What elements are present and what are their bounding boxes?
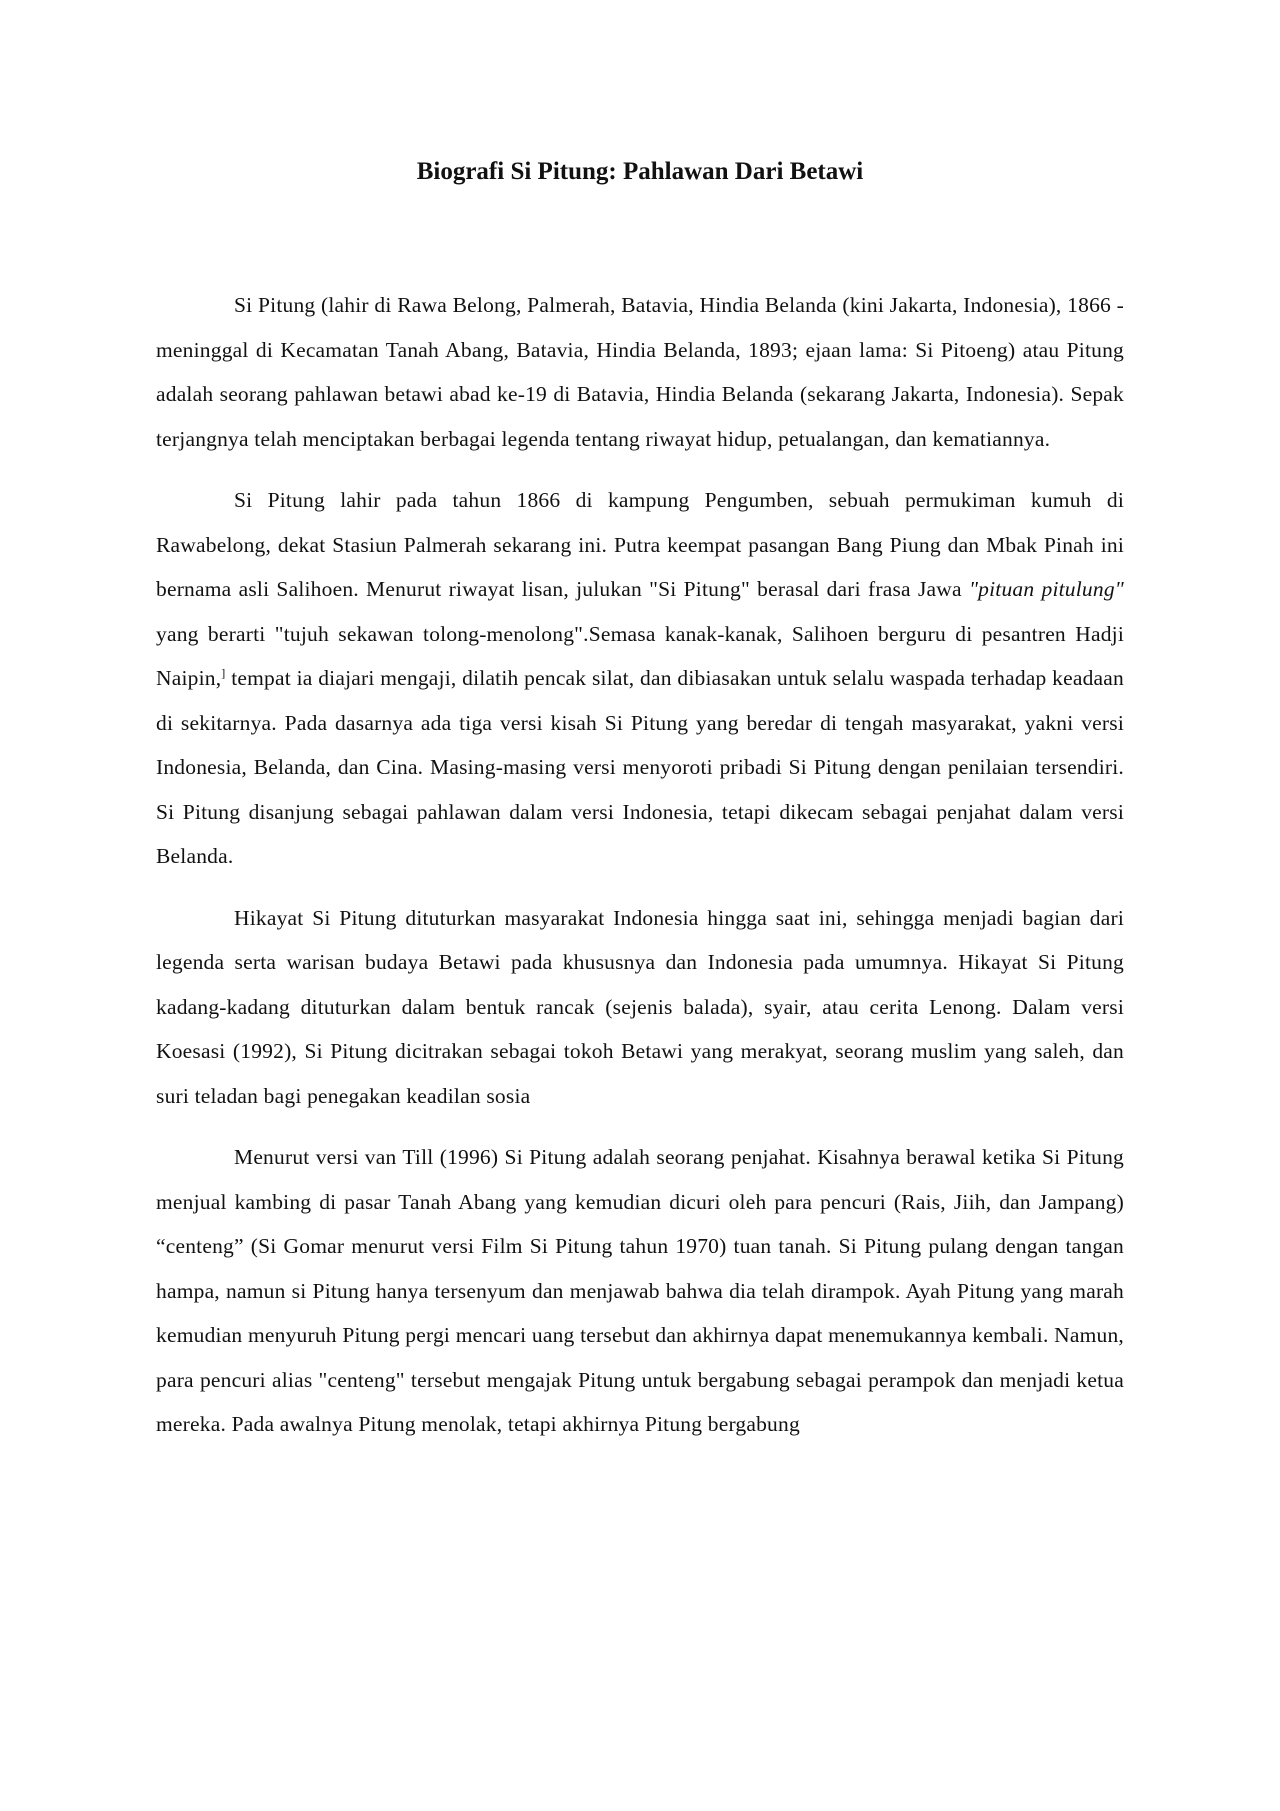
paragraph-4: Menurut versi van Till (1996) Si Pitung adalah seorang penjahat. Kisahnya berawal ketika Si Pitung menjual kambing di pasar Tanah Abang yang kemudian dicuri oleh para pencuri (Rais, Jiih, dan Jampang) “centeng” (Si Gomar menurut versi Film Si Pitung tahun 1970) tuan tanah. Si Pitung pulang dengan tangan hampa, namun si Pitung hanya tersenyum dan menjawab bahwa dia telah dirampok. Ayah Pitung yang marah kemudian menyuruh Pitung pergi mencari uang tersebut dan akhirnya dapat menemukannya kembali. Namun, para pencuri alias "centeng" tersebut mengajak Pitung untuk bergabung sebagai perampok dan menjadi ketua mereka. Pada awalnya Pitung menolak, tetapi akhirnya Pitung bergabung [156, 1145, 1124, 1436]
paragraph-2-text-a: Si Pitung lahir pada tahun 1866 di kampung Pengumben, sebuah permukiman kumuh di Rawabelong, dekat Stasiun Palmerah sekarang ini. Putra keempat pasangan Bang Piung dan Mbak Pinah ini bernama asli Salihoen. Menurut riwayat lisan, julukan "Si Pitung" berasal dari frasa Jawa [156, 488, 1124, 601]
footnote-marker: ] [221, 665, 226, 680]
paragraph-1: Si Pitung (lahir di Rawa Belong, Palmerah, Batavia, Hindia Belanda (kini Jakarta, Indonesia), 1866 - meninggal di Kecamatan Tanah Abang, Batavia, Hindia Belanda, 1893; ejaan lama: Si Pitoeng) atau Pitung adalah seorang pahlawan betawi abad ke-19 di Batavia, Hindia Belanda (sekarang Jakarta, Indonesia). Sepak terjangnya telah menciptakan berbagai legenda tentang riwayat hidup, petualangan, dan kematiannya. [156, 293, 1124, 451]
paragraph-3: Hikayat Si Pitung dituturkan masyarakat Indonesia hingga saat ini, sehingga menjadi bagian dari legenda serta warisan budaya Betawi pada khususnya dan Indonesia pada umumnya. Hikayat Si Pitung kadang-kadang dituturkan dalam bentuk rancak (sejenis balada), syair, atau cerita Lenong. Dalam versi Koesasi (1992), Si Pitung dicitrakan sebagai tokoh Betawi yang merakyat, seorang muslim yang saleh, dan suri teladan bagi penegakan keadilan sosia [156, 905, 1124, 1108]
document-body [156, 283, 1124, 1464]
paragraph-2-text-c: tempat ia diajari mengaji, dilatih pencak silat, dan dibiasakan untuk selalu waspada terhadap keadaan di sekitarnya. Pada dasarnya ada tiga versi kisah Si Pitung yang beredar di tengah masyarakat, yakni versi Indonesia, Belanda, dan Cina. Masing-masing versi menyoroti pribadi Si Pitung dengan penilaian tersendiri. Si Pitung disanjung sebagai pahlawan dalam versi Indonesia, tetapi dikecam sebagai penjahat dalam versi Belanda. [156, 666, 1124, 868]
paragraph-2-text-b: yang berarti "tujuh sekawan tolong-menolong".Semasa kanak-kanak, Salihoen berguru di pesantren Hadji Naipin, [156, 621, 1124, 690]
paragraph-2 [156, 478, 1124, 879]
document-title: Biografi Si Pitung: Pahlawan Dari Betawi [416, 158, 864, 185]
paragraph-2-italic-phrase: "pituan pitulung" [968, 577, 1125, 601]
